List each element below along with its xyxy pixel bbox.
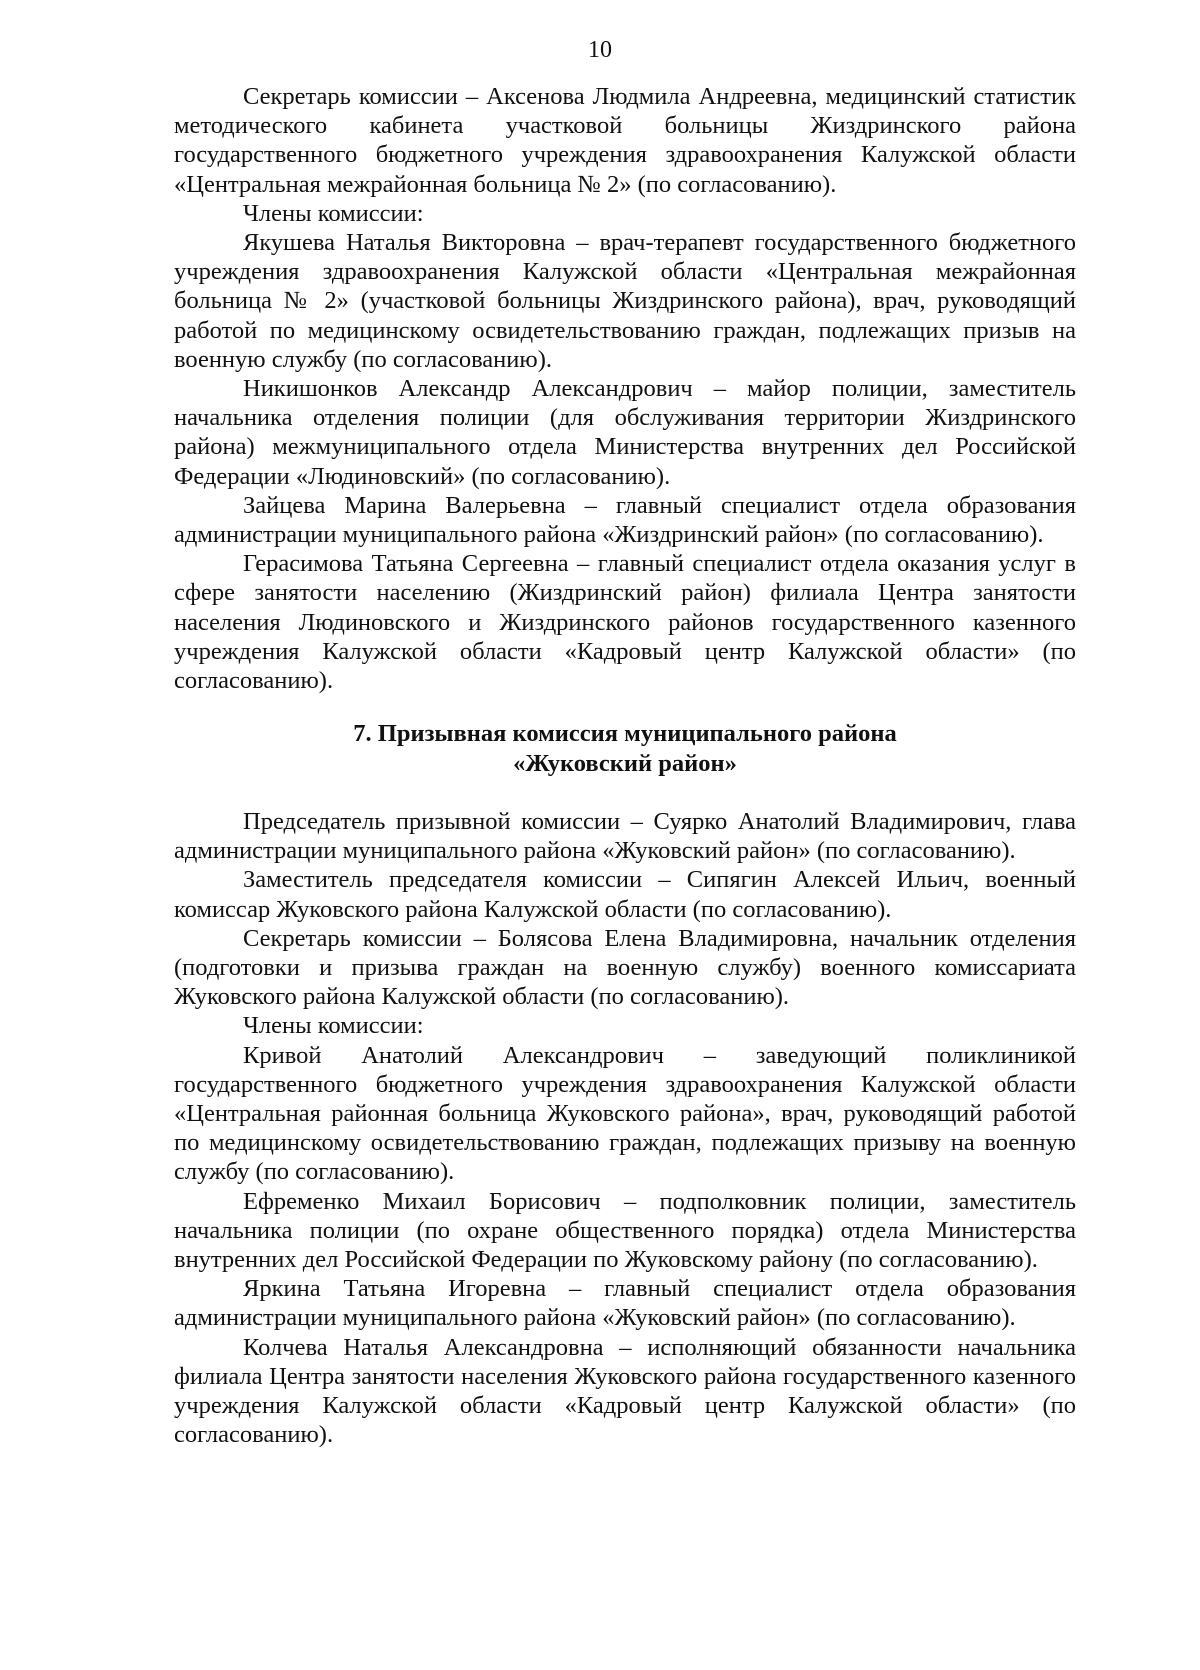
section-7-body [174, 807, 1076, 1449]
section-7-heading-line1: 7. Призывная комиссия муниципального района [353, 720, 897, 747]
paragraph-member: Яркина Татьяна Игоревна – главный специалист отдела образования администрации муниципального района «Жуковский район» (по согласованию). [174, 1275, 1076, 1332]
section-7-heading [174, 719, 1076, 779]
paragraph-chairman: Председатель призывной комиссии – Суярко Анатолий Владимирович, глава администрации муниципального района «Жуковский район» (по согласованию). [174, 808, 1076, 865]
paragraph-members-label: Члены комиссии: [243, 199, 424, 227]
paragraph-secretary: Секретарь комиссии – Болясова Елена Владимировна, начальник отделения (подготовки и призыва граждан на военную службу) военного комиссариата Жуковского района Калужской области (по согласованию). [174, 924, 1076, 1011]
paragraph-secretary: Секретарь комиссии – Аксенова Людмила Андреевна, медицинский статистик методического кабинета участковой больницы Жиздринского района государственного бюджетного учреждения здравоохранения Калужской области «Центральная межрайонная больница № 2» (по согласованию). [174, 83, 1076, 198]
paragraph-member: Герасимова Татьяна Сергеевна – главный специалист отдела оказания услуг в сфере занятости населению (Жиздринский район) филиала Центра занятости населения Людиновского и Жиздринского районов государственного казенного учреждения Калужской области «Кадровый центр Калужской области» (по согласованию). [174, 550, 1076, 695]
section-6-continuation [174, 82, 1076, 695]
paragraph-member: Якушева Наталья Викторовна – врач-терапевт государственного бюджетного учреждения здравоохранения Калужской области «Центральная межрайонная больница № 2» (участковой больницы Жиздринского района), врач, руководящий работой по медицинскому освидетельствованию граждан, подлежащих призыв на военную службу (по согласованию). [174, 229, 1076, 373]
page-number: 10 [588, 37, 612, 63]
paragraph-member: Никишонков Александр Александрович – майор полиции, заместитель начальника отделения полиции (для обслуживания территории Жиздринского района) межмуниципального отдела Министерства внутренних дел Российской Федерации «Людиновский» (по согласованию). [174, 375, 1076, 490]
paragraph-deputy-chairman: Заместитель председателя комиссии – Сипягин Алексей Ильич, военный комиссар Жуковского района Калужской области (по согласованию). [174, 866, 1076, 923]
paragraph-member: Ефременко Михаил Борисович – подполковник полиции, заместитель начальника полиции (по охране общественного порядка) отдела Министерства внутренних дел Российской Федерации по Жуковскому району (по согласованию). [174, 1187, 1076, 1274]
paragraph-member: Зайцева Марина Валерьевна – главный специалист отдела образования администрации муниципального района «Жиздринский район» (по согласованию). [174, 491, 1076, 549]
paragraph-member: Кривой Анатолий Александрович – заведующий поликлиникой государственного бюджетного учреждения здравоохранения Калужской области «Центральная районная больница Жуковского района», врач, руководящий работой по медицинскому освидетельствованию граждан, подлежащих призыву на военную службу (по согласованию). [174, 1041, 1076, 1186]
section-7-heading-line2: «Жуковский район» [513, 750, 737, 777]
paragraph-member: Колчева Наталья Александровна – исполняющий обязанности начальника филиала Центра занятости населения Жуковского района государственного казенного учреждения Калужской области «Кадровый центр Калужской области» (по согласованию). [174, 1333, 1076, 1449]
paragraph-members-label: Члены комиссии: [243, 1012, 424, 1040]
